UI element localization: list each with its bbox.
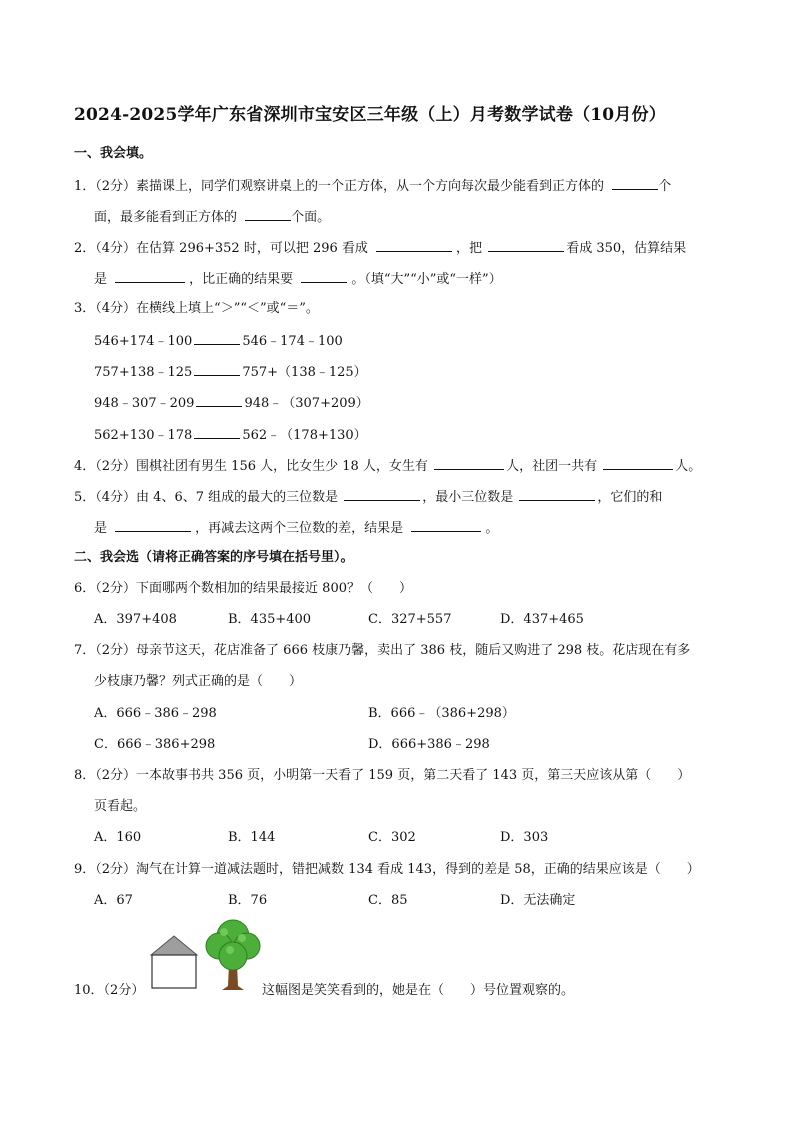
- question-7-text: 7．（2分）母亲节这天，花店准备了 666 枝康乃馨，卖出了 386 枝，随后又购进了 298 枝。花店现在有多: [74, 643, 691, 658]
- question-5-line-2: [94, 518, 498, 538]
- compare-right: 757+（138﹣125）: [242, 365, 367, 380]
- compare-row: [94, 425, 367, 445]
- option-a[interactable]: A．397+408: [94, 612, 177, 627]
- question-2-text-f: 。（填“大”“小”或“一样”）: [351, 272, 502, 287]
- answer-blank[interactable]: [344, 487, 420, 501]
- compare-right: 562﹣（178+130）: [242, 428, 367, 443]
- answer-blank[interactable]: [194, 331, 240, 345]
- house-icon: [148, 933, 200, 991]
- question-1-line-1: [74, 176, 671, 196]
- question-5-text-d: 是: [94, 521, 108, 536]
- question-1-text-2: 面，最多能看到正方体的: [94, 210, 238, 225]
- option-a[interactable]: A．67: [94, 893, 133, 908]
- question-1-suffix: 个: [658, 179, 672, 194]
- compare-row: [94, 331, 343, 351]
- answer-blank[interactable]: [194, 425, 240, 439]
- option-d[interactable]: D．437+465: [500, 612, 584, 627]
- question-2-text-d: 是: [94, 272, 108, 287]
- option-a[interactable]: A．666﹣386﹣298: [94, 706, 217, 721]
- question-2-line-1: [74, 238, 686, 258]
- question-10-label: 10．（2分）: [74, 983, 145, 998]
- question-5-text: 5．（4分）由 4、6、7 组成的最大的三位数是: [74, 490, 339, 505]
- option-d[interactable]: D．无法确定: [500, 893, 576, 908]
- answer-blank[interactable]: [519, 487, 595, 501]
- option-d[interactable]: D．303: [500, 830, 549, 845]
- answer-blank[interactable]: [411, 518, 481, 532]
- question-5-text-f: 。: [485, 521, 499, 536]
- question-4-text: 4．（2分）围棋社团有男生 156 人，比女生少 18 人，女生有: [74, 459, 428, 474]
- answer-blank[interactable]: [612, 176, 658, 190]
- answer-blank[interactable]: [245, 207, 291, 221]
- answer-blank[interactable]: [603, 456, 673, 470]
- option-d[interactable]: D．666+386﹣298: [368, 737, 490, 752]
- answer-blank[interactable]: [115, 269, 185, 283]
- question-8-text: 8．（2分）一本故事书共 356 页，小明第一天看了 159 页，第二天看了 143 页，第三天应该从第（ ）: [74, 768, 691, 783]
- option-c[interactable]: C．666﹣386+298: [94, 737, 216, 752]
- page-title: 2024-2025学年广东省深圳市宝安区三年级（上）月考数学试卷（10月份）: [74, 105, 666, 125]
- question-7-text-2: 少枝康乃馨？列式正确的是（ ）: [94, 674, 303, 689]
- option-c[interactable]: C．85: [368, 893, 408, 908]
- question-2-text-c: 看成 350，估算结果: [566, 241, 687, 256]
- question-5-text-e: ，再减去这两个三位数的差，结果是: [195, 521, 404, 536]
- tree-icon: [202, 914, 264, 994]
- question-2-text-b: ，把: [456, 241, 483, 256]
- answer-blank[interactable]: [488, 238, 564, 252]
- question-4-text-c: 人。: [675, 459, 702, 474]
- answer-blank[interactable]: [194, 362, 240, 376]
- question-5-text-c: ，它们的和: [597, 490, 663, 505]
- question-4-text-b: 人，社团一共有: [506, 459, 598, 474]
- option-b[interactable]: B．666﹣（386+298）: [368, 706, 515, 721]
- compare-row: [94, 362, 367, 382]
- question-8-text-2: 页看起。: [94, 799, 147, 814]
- question-1-line-2: [94, 207, 330, 227]
- question-6-text: 6．（2分）下面哪两个数相加的结果最接近 800？（ ）: [74, 581, 412, 596]
- section-1-heading: 一、我会填。: [74, 146, 153, 161]
- question-5-text-b: ，最小三位数是: [422, 490, 514, 505]
- answer-blank[interactable]: [376, 238, 452, 252]
- option-b[interactable]: B．76: [228, 893, 268, 908]
- compare-left: 948﹣307﹣209: [94, 396, 195, 411]
- question-10-text: 这幅图是笑笑看到的，她是在（ ）号位置观察的。: [262, 983, 575, 998]
- compare-left: 757+138﹣125: [94, 365, 193, 380]
- question-2-text: 2．（4分）在估算 296+352 时，可以把 296 看成: [74, 241, 368, 256]
- answer-blank[interactable]: [434, 456, 504, 470]
- option-b[interactable]: B．144: [228, 830, 276, 845]
- answer-blank[interactable]: [115, 518, 191, 532]
- question-2-text-e: ，比正确的结果要: [189, 272, 294, 287]
- option-c[interactable]: C．302: [368, 830, 416, 845]
- question-9-text: 9．（2分）淘气在计算一道减法题时，错把减数 134 看成 143，得到的差是 58，正确的结果应该是（ ）: [74, 862, 700, 877]
- compare-left: 562+130﹣178: [94, 428, 193, 443]
- option-c[interactable]: C．327+557: [368, 612, 452, 627]
- compare-right: 948﹣（307+209）: [244, 396, 369, 411]
- option-b[interactable]: B．435+400: [228, 612, 312, 627]
- answer-blank[interactable]: [301, 269, 347, 283]
- question-1-text: 1．（2分）素描课上，同学们观察讲桌上的一个正方体，从一个方向每次最少能看到正方体的: [74, 179, 605, 194]
- question-3-text: 3．（4分）在横线上填上“＞”“＜”或“＝”。: [74, 301, 319, 316]
- section-2-heading: 二、我会选（请将正确答案的序号填在括号里）。: [74, 550, 354, 565]
- answer-blank[interactable]: [196, 393, 242, 407]
- compare-left: 546+174﹣100: [94, 334, 193, 349]
- question-4: [74, 456, 701, 476]
- question-1-suffix-2: 个面。: [291, 210, 331, 225]
- compare-row: [94, 393, 369, 413]
- question-2-line-2: [94, 269, 502, 289]
- question-5-line-1: [74, 487, 662, 507]
- option-a[interactable]: A．160: [94, 830, 142, 845]
- compare-right: 546﹣174﹣100: [242, 334, 343, 349]
